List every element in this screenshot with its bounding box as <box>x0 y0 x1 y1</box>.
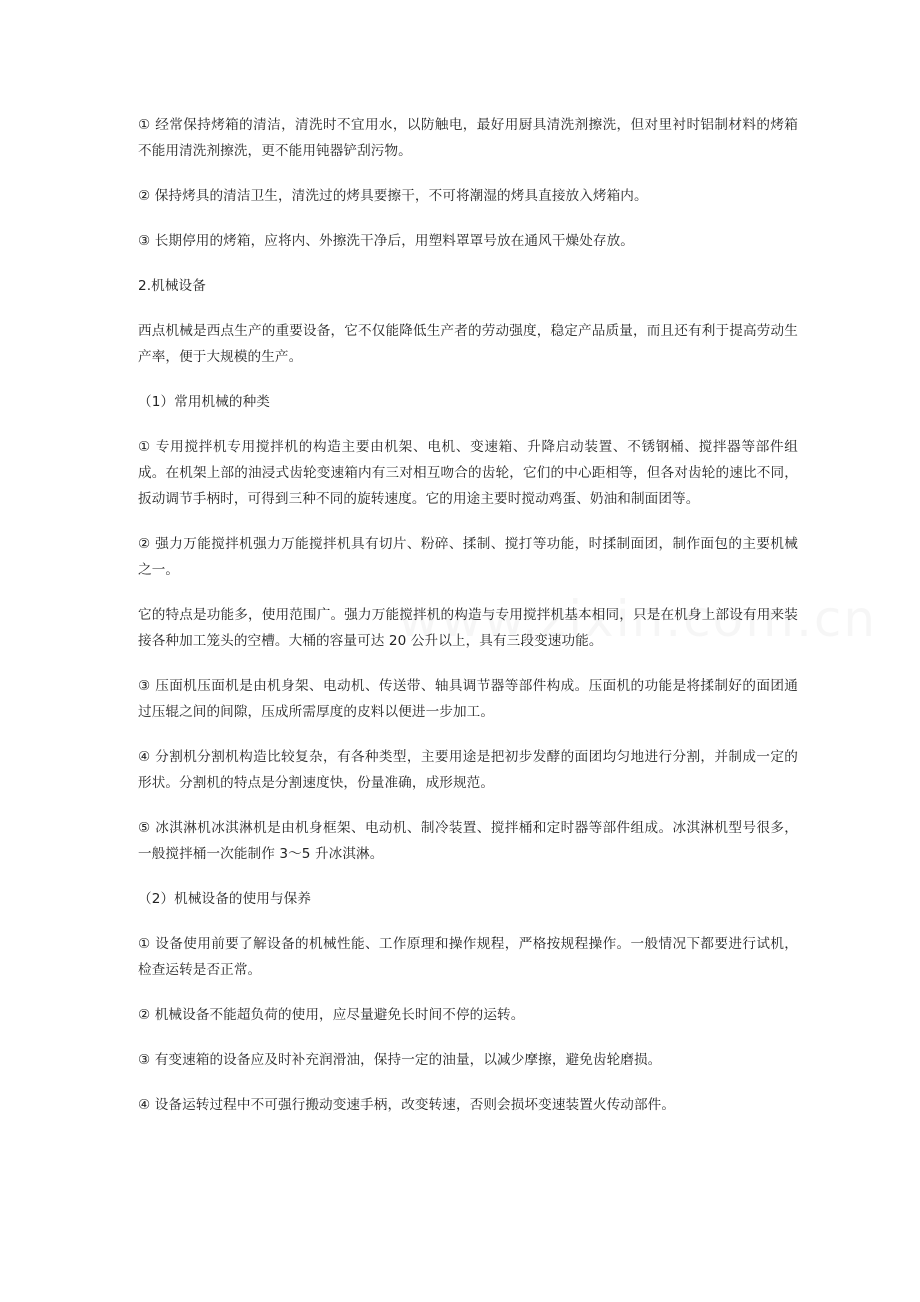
paragraph-divider: ④ 分割机分割机构造比较复杂，有各种类型，主要用途是把初步发酵的面团均匀地进行分割，并制成一定的形状。分割机的特点是分割速度快，份量准确，成形规范。 <box>138 749 798 791</box>
paragraph-machinery-intro: 西点机械是西点生产的重要设备，它不仅能降低生产者的劳动强度，稳定产品质量，而且还有利于提高劳动生产率，便于大规模的生产。 <box>138 323 798 365</box>
subheading-machine-types: （1）常用机械的种类 <box>138 394 270 410</box>
paragraph-usage-1: ① 设备使用前要了解设备的机械性能、工作原理和操作规程，严格按规程操作。一般情况下都要进行试机，检查运转是否正常。 <box>138 936 798 978</box>
paragraph-universal-mixer: ② 强力万能搅拌机强力万能搅拌机具有切片、粉碎、揉制、搅打等功能，时揉制面团，制作面包的主要机械之一。 <box>138 536 798 578</box>
paragraph-usage-2: ② 机械设备不能超负荷的使用，应尽量避免长时间不停的运转。 <box>138 1007 525 1023</box>
paragraph-oven-storage: ③ 长期停用的烤箱，应将内、外擦洗干净后，用塑料罩罩号放在通风干燥处存放。 <box>138 233 634 249</box>
section-heading-machinery: 2.机械设备 <box>138 278 206 294</box>
paragraph-special-mixer: ① 专用搅拌机专用搅拌机的构造主要由机架、电机、变速箱、升降启动装置、不锈钢桶、搅拌器等部件组成。在机架上部的油浸式齿轮变速箱内有三对相互吻合的齿轮，它们的中心距相等，但各对齿轮的速比不同，扳动调节手柄时，可得到三种不同的旋转速度。它的用途主要时搅动鸡蛋、奶油和制面团等。 <box>138 439 798 507</box>
document-body <box>138 112 798 1137</box>
subheading-usage-maintenance: （2）机械设备的使用与保养 <box>138 891 312 907</box>
paragraph-usage-3: ③ 有变速箱的设备应及时补充润滑油，保持一定的油量，以减少摩擦，避免齿轮磨损。 <box>138 1052 662 1068</box>
paragraph-ice-cream-machine: ⑤ 冰淇淋机冰淇淋机是由机身框架、电动机、制冷装置、搅拌桶和定时器等部件组成。冰淇淋机型号很多，一般搅拌桶一次能制作 3～5 升冰淇淋。 <box>138 820 798 862</box>
paragraph-universal-mixer-features: 它的特点是功能多，使用范围广。强力万能搅拌机的构造与专用搅拌机基本相同，只是在机身上部设有用来装接各种加工笼头的空槽。大桶的容量可达 20 公升以上，具有三段变速功能。 <box>138 607 798 649</box>
paragraph-oven-tools: ② 保持烤具的清洁卫生，清洗过的烤具要擦干，不可将潮湿的烤具直接放入烤箱内。 <box>138 188 648 204</box>
paragraph-dough-sheeter: ③ 压面机压面机是由机身架、电动机、传送带、轴具调节器等部件构成。压面机的功能是将揉制好的面团通过压辊之间的间隙，压成所需厚度的皮料以便进一步加工。 <box>138 678 798 720</box>
paragraph-oven-cleaning: ① 经常保持烤箱的清洁，清洗时不宜用水，以防触电，最好用厨具清洗剂擦洗，但对里衬时铝制材料的烤箱不能用清洗剂擦洗，更不能用钝器铲刮污物。 <box>138 117 798 159</box>
paragraph-usage-4: ④ 设备运转过程中不可强行搬动变速手柄，改变转速，否则会损坏变速装置火传动部件。 <box>138 1097 676 1113</box>
